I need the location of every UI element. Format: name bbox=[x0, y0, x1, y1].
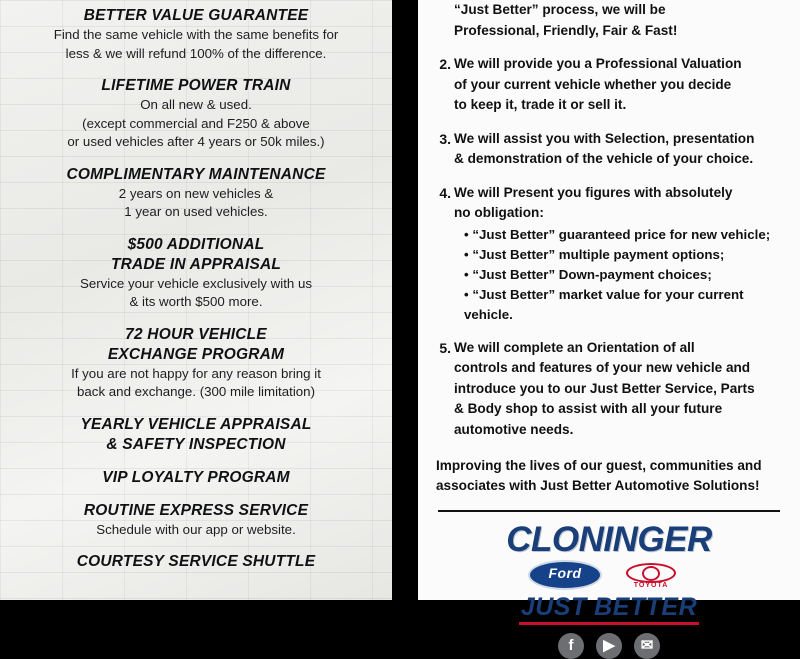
step-line: We will complete an Orientation of all bbox=[454, 339, 695, 355]
toyota-label: TOYOTA bbox=[633, 582, 669, 589]
step-bullet: • “Just Better” multiple payment options; bbox=[454, 245, 782, 265]
step-line: to keep it, trade it or sell it. bbox=[454, 97, 627, 112]
process-panel bbox=[418, 0, 800, 654]
benefit-line: less & we will refund 100% of the difference. bbox=[65, 45, 327, 61]
benefit-line: or used vehicles after 4 years or 50k miles.) bbox=[67, 134, 325, 149]
benefit-line: Service your vehicle exclusively with us bbox=[79, 275, 313, 291]
benefit-title: COURTESY SERVICE SHUTTLE bbox=[76, 553, 316, 570]
benefits-list bbox=[0, 6, 392, 585]
facebook-icon[interactable]: f bbox=[558, 633, 584, 659]
benefit-line: Find the same vehicle with the same benefits for bbox=[53, 27, 339, 42]
benefit-line: back and exchange. (300 mile limitation) bbox=[77, 384, 315, 399]
step-line: controls and features of your new vehicle and bbox=[454, 360, 751, 375]
step-number: 5. bbox=[439, 339, 451, 356]
benefit-title: LIFETIME POWER TRAIN bbox=[101, 77, 291, 94]
step-body bbox=[454, 129, 782, 170]
benefit-line: 1 year on used vehicles. bbox=[124, 204, 268, 219]
benefit-title: BETTER VALUE GUARANTEE bbox=[83, 7, 309, 24]
step-line: & Body shop to assist with all your future bbox=[454, 401, 723, 416]
step-body bbox=[454, 183, 782, 325]
step-number: 2. bbox=[439, 56, 451, 72]
closing-line: Improving the lives of our guest, communities and bbox=[436, 458, 762, 473]
benefits-panel bbox=[0, 0, 392, 600]
ford-logo-icon: Ford bbox=[528, 560, 602, 590]
step-bullet: • “Just Better” guaranteed price for new vehicle; bbox=[454, 225, 782, 245]
step-line: We will Present you figures with absolutely bbox=[454, 184, 733, 200]
step-line: We will provide you a Professional Valuation bbox=[454, 56, 742, 71]
step-body bbox=[454, 54, 782, 116]
step-number: 3. bbox=[439, 130, 451, 147]
step-line: & demonstration of the vehicle of your choice. bbox=[454, 151, 754, 166]
process-step bbox=[436, 338, 782, 441]
benefit-title-2: TRADE IN APPRAISAL bbox=[110, 255, 282, 273]
benefit-block bbox=[14, 415, 378, 455]
step-body bbox=[454, 338, 782, 441]
benefit-title: 72 HOUR VEHICLE bbox=[125, 325, 267, 343]
step-line: of your current vehicle whether you decide bbox=[454, 76, 732, 92]
step-number bbox=[436, 0, 454, 41]
step-body bbox=[454, 0, 782, 41]
benefit-title: VIP LOYALTY PROGRAM bbox=[102, 468, 290, 486]
logo-underline bbox=[519, 622, 699, 625]
benefit-title: COMPLIMENTARY MAINTENANCE bbox=[66, 165, 326, 183]
step-line: Professional, Friendly, Fair & Fast! bbox=[454, 22, 678, 38]
step-number: 4. bbox=[439, 184, 451, 201]
benefit-block bbox=[14, 552, 378, 572]
panel-divider bbox=[392, 0, 418, 600]
benefit-line: & its worth $500 more. bbox=[129, 294, 263, 309]
benefit-title: $500 ADDITIONAL bbox=[127, 235, 265, 253]
benefit-block bbox=[14, 235, 378, 312]
benefit-title-2: & SAFETY INSPECTION bbox=[106, 435, 286, 453]
process-step bbox=[436, 0, 782, 41]
step-line: no obligation: bbox=[454, 205, 544, 220]
benefit-block bbox=[14, 468, 378, 488]
footer-divider bbox=[438, 510, 780, 512]
process-step bbox=[436, 54, 782, 116]
benefit-line: (except commercial and F250 & above bbox=[82, 115, 310, 131]
benefit-block bbox=[14, 6, 378, 63]
email-icon[interactable]: ✉ bbox=[634, 633, 660, 659]
closing-line: associates with Just Better Automotive Solutions! bbox=[436, 478, 760, 493]
step-bullets bbox=[454, 225, 782, 325]
benefit-title: YEARLY VEHICLE APPRAISAL bbox=[80, 415, 312, 433]
social-icons bbox=[436, 633, 782, 659]
toyota-inner-ellipse bbox=[642, 566, 660, 581]
benefit-block bbox=[14, 165, 378, 222]
closing-statement bbox=[436, 456, 782, 496]
step-line: introduce you to our Just Better Service, Parts bbox=[454, 380, 755, 396]
step-line: automotive needs. bbox=[454, 421, 574, 437]
benefit-line: Schedule with our app or website. bbox=[96, 521, 296, 537]
step-line: “Just Better” process, we will be bbox=[454, 2, 666, 17]
benefit-block bbox=[14, 76, 378, 152]
benefit-block bbox=[14, 501, 378, 540]
benefit-line: On all new & used. bbox=[140, 97, 252, 112]
process-step bbox=[436, 129, 782, 170]
benefit-line: If you are not happy for any reason bring it bbox=[71, 365, 321, 381]
benefit-block bbox=[14, 325, 378, 402]
dealer-logo bbox=[436, 522, 782, 659]
process-step bbox=[436, 183, 782, 325]
youtube-icon[interactable]: ▶ bbox=[596, 633, 622, 659]
step-bullet: • “Just Better” market value for your current vehicle. bbox=[454, 285, 782, 325]
toyota-logo-icon bbox=[612, 562, 690, 588]
logo-tagline: JUST BETTER bbox=[520, 593, 698, 621]
benefit-title-2: EXCHANGE PROGRAM bbox=[107, 345, 285, 363]
benefit-line: 2 years on new vehicles & bbox=[118, 185, 274, 201]
step-bullet: • “Just Better” Down-payment choices; bbox=[454, 265, 782, 285]
logo-wordmark: CLONINGER bbox=[506, 520, 712, 559]
logo-brand-row bbox=[436, 560, 782, 590]
step-line: We will assist you with Selection, presentation bbox=[454, 130, 755, 146]
benefit-title: ROUTINE EXPRESS SERVICE bbox=[83, 501, 309, 519]
